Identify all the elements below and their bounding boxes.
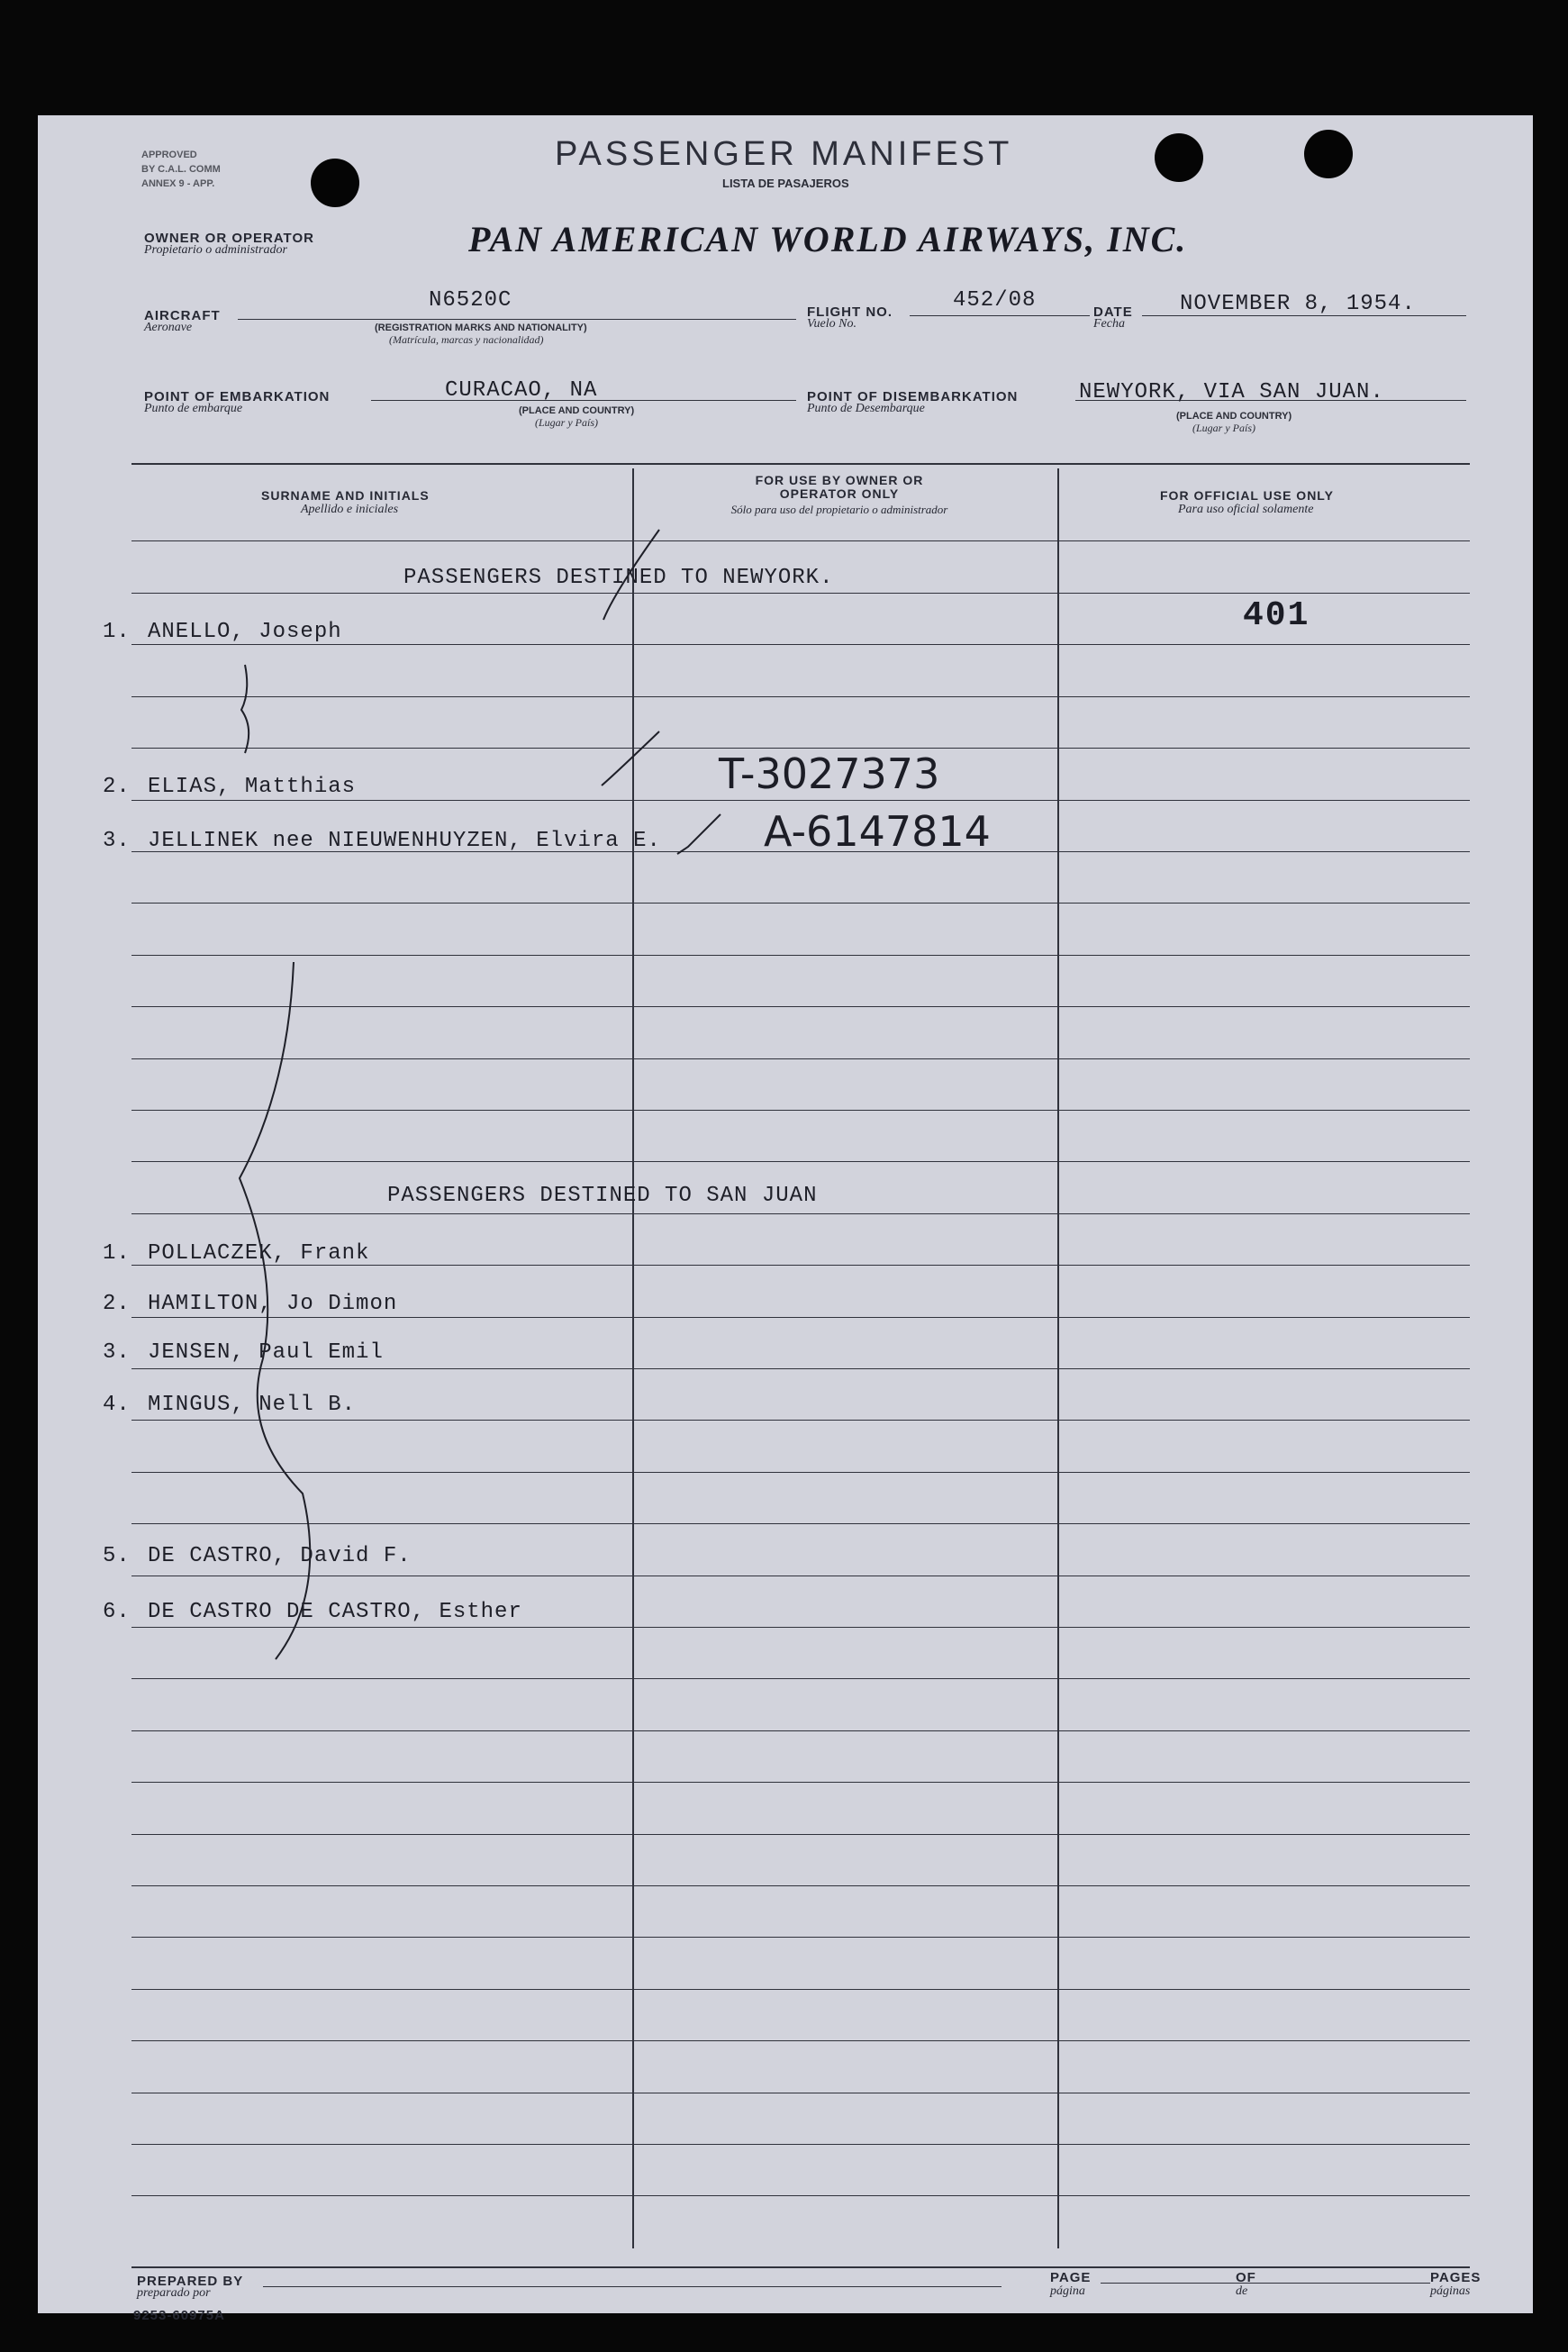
ruled-line: [131, 1058, 1470, 1059]
pages-line: [1259, 2283, 1430, 2284]
passenger-number: 3.: [103, 829, 131, 853]
ruled-line: [131, 800, 1470, 801]
handwritten-registration: T-3027373: [719, 749, 940, 798]
manifest-sheet: [38, 115, 1533, 2323]
passenger-name: HAMILTON, Jo Dimon: [148, 1292, 398, 1316]
embarkation-label: POINT OF EMBARKATION: [144, 389, 331, 404]
date-label: DATE: [1093, 304, 1133, 320]
punch-hole: [311, 159, 359, 207]
disembarkation-point: NEWYORK, VIA SAN JUAN.: [1079, 380, 1384, 404]
disembarkation-place-note-es: (Lugar y País): [1192, 422, 1255, 434]
passenger-name: DE CASTRO, David F.: [148, 1544, 412, 1568]
of-label: OF: [1236, 2270, 1256, 2285]
flight-label: FLIGHT NO.: [807, 304, 893, 320]
ruled-line: [131, 1317, 1470, 1318]
ruled-line: [131, 1006, 1470, 1007]
ruled-line: [131, 1989, 1470, 1990]
passenger-name: POLLACZEK, Frank: [148, 1241, 370, 1266]
passenger-number: 1.: [103, 1241, 131, 1266]
passenger-name: DE CASTRO DE CASTRO, Esther: [148, 1600, 522, 1624]
stamp-line: ANNEX 9 - APP.: [141, 178, 215, 189]
ruled-line: [131, 1213, 1470, 1214]
page-subtitle: LISTA DE PASAJEROS: [722, 177, 849, 190]
passenger-number: 1.: [103, 620, 131, 644]
passenger-number: 3.: [103, 1340, 131, 1365]
registration-note-es: (Matrícula, marcas y nacionalidad): [389, 333, 544, 346]
check-mark: [677, 814, 721, 854]
disembarkation-label: POINT OF DISEMBARKATION: [807, 389, 1019, 404]
ruled-line: [131, 1420, 1470, 1421]
date-label-es: Fecha: [1093, 317, 1125, 331]
flight-underline: [910, 315, 1090, 316]
flight-number: 452/08: [953, 288, 1037, 313]
column-header-name-es: Apellido e iniciales: [301, 503, 399, 516]
form-number: 9253-60975A: [133, 2308, 225, 2323]
table-top-rule: [131, 463, 1470, 465]
section-heading: PASSENGERS DESTINED TO NEWYORK.: [403, 566, 834, 590]
passenger-number: 4.: [103, 1393, 131, 1417]
ruled-line: [131, 1937, 1470, 1938]
ruled-line: [131, 1834, 1470, 1835]
page-label: PAGE: [1050, 2270, 1092, 2285]
registration-note: (REGISTRATION MARKS AND NATIONALITY): [375, 322, 587, 333]
prepared-by-line: [263, 2286, 1002, 2287]
ruled-line: [131, 1782, 1470, 1783]
footer-rule: [131, 2266, 1470, 2268]
passenger-name: ELIAS, Matthias: [148, 775, 357, 799]
prepared-by-label: PREPARED BY: [137, 2274, 244, 2289]
pages-label: PAGES: [1430, 2270, 1482, 2285]
ruled-line: [131, 903, 1470, 904]
ruled-line: [131, 2195, 1470, 2196]
handwritten-alien-number: A-6147814: [764, 807, 991, 856]
column-divider: [1057, 468, 1059, 2248]
aircraft-label-es: Aeronave: [144, 321, 193, 334]
embarkation-label-es: Punto de embarque: [144, 402, 243, 415]
section-heading: PASSENGERS DESTINED TO SAN JUAN: [387, 1184, 818, 1208]
passenger-name: MINGUS, Nell B.: [148, 1393, 357, 1417]
pen-marks: [38, 115, 1533, 2313]
prepared-by-label-es: preparado por: [137, 2286, 211, 2300]
owner-label-es: Propietario o administrador: [144, 243, 287, 257]
page-label-es: página: [1050, 2284, 1085, 2298]
column-header-official-es: Para uso oficial solamente: [1178, 503, 1314, 516]
check-mark: [602, 731, 659, 786]
aircraft-registration: N6520C: [429, 288, 512, 313]
ruled-line: [131, 955, 1470, 956]
passenger-number: 2.: [103, 775, 131, 799]
passenger-name: JELLINEK nee NIEUWENHUYZEN, Elvira E.: [148, 829, 661, 853]
stamp-line: BY C.A.L. COMM: [141, 164, 221, 175]
column-header-official: FOR OFFICIAL USE ONLY: [1160, 488, 1334, 503]
aircraft-underline: [238, 319, 796, 320]
page-title: PASSENGER MANIFEST: [555, 135, 1013, 173]
passenger-number: 6.: [103, 1600, 131, 1624]
operator-name: PAN AMERICAN WORLD AIRWAYS, INC.: [468, 219, 1188, 259]
embarkation-place-note: (PLACE AND COUNTRY): [519, 405, 635, 416]
flight-label-es: Vuelo No.: [807, 317, 857, 331]
ruled-line: [131, 1523, 1470, 1524]
ruled-line: [131, 1110, 1470, 1111]
pages-label-es: páginas: [1430, 2284, 1471, 2298]
ruled-line: [131, 540, 1470, 541]
ruled-line: [131, 2040, 1470, 2041]
approval-stamp: [141, 148, 221, 191]
ruled-line: [131, 1730, 1470, 1731]
ruled-line: [131, 1678, 1470, 1679]
punch-hole: [1155, 133, 1203, 182]
aircraft-label: AIRCRAFT: [144, 308, 221, 323]
ruled-line: [131, 1627, 1470, 1628]
passenger-name: ANELLO, Joseph: [148, 620, 342, 644]
ruled-line: [131, 1161, 1470, 1162]
ruled-line: [131, 696, 1470, 697]
embarkation-point: CURACAO, NA: [445, 378, 598, 403]
disembarkation-place-note: (PLACE AND COUNTRY): [1176, 411, 1292, 422]
column-divider: [632, 468, 634, 2248]
passenger-number: 2.: [103, 1292, 131, 1316]
column-header-operator-es: Sólo para uso del propietario o administrador: [730, 503, 948, 516]
ruled-line: [131, 748, 1470, 749]
punch-hole: [1304, 130, 1353, 178]
ruled-line: [131, 593, 1470, 594]
ruled-line: [131, 1472, 1470, 1473]
ruled-line: [131, 1885, 1470, 1886]
owner-label: OWNER OR OPERATOR: [144, 231, 314, 246]
bracket-mark: [241, 665, 249, 753]
ruled-line: [131, 1368, 1470, 1369]
column-header-name: SURNAME AND INITIALS: [261, 488, 430, 503]
flight-date: NOVEMBER 8, 1954.: [1180, 292, 1416, 316]
official-number: 401: [1243, 596, 1310, 635]
disembarkation-label-es: Punto de Desembarque: [807, 402, 925, 415]
ruled-line: [131, 2144, 1470, 2145]
of-label-es: de: [1236, 2284, 1248, 2298]
passenger-number: 5.: [103, 1544, 131, 1568]
embarkation-place-note-es: (Lugar y País): [535, 416, 598, 429]
passenger-name: JENSEN, Paul Emil: [148, 1340, 384, 1365]
ruled-line: [131, 644, 1470, 645]
stamp-line: APPROVED: [141, 150, 197, 160]
column-header-operator: FOR USE BY OWNER OR OPERATOR ONLY: [755, 473, 924, 501]
